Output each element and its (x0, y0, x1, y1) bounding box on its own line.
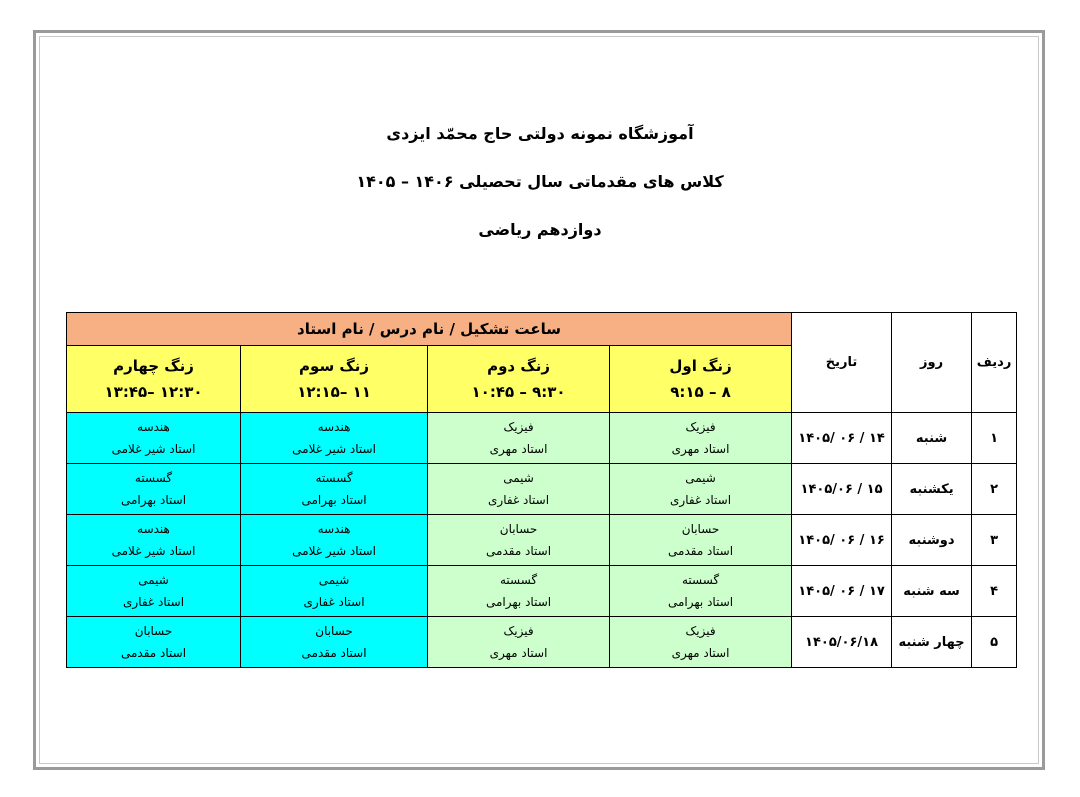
slot-subject: فیزیک (685, 624, 716, 638)
schedule-table (66, 312, 1017, 668)
slot-cell (241, 617, 428, 668)
row-date: ۱۴۰۵/۰۶/۱۸ (792, 617, 892, 668)
col-day-header: روز (892, 313, 972, 413)
slot-teacher: استاد مهری (489, 646, 548, 660)
table-row (67, 515, 1017, 566)
program-title: کلاس های مقدماتی سال تحصیلی ۱۴۰۶ – ۱۴۰۵ (356, 172, 724, 191)
slot-teacher: استاد غفاری (123, 595, 185, 609)
bell-name: زنگ چهارم (113, 357, 194, 375)
slot-cell (428, 566, 610, 617)
slot-teacher: استاد بهرامی (486, 595, 552, 609)
slot-teacher: استاد بهرامی (668, 595, 734, 609)
slot-teacher: استاد مقدمی (120, 646, 187, 660)
col-date-header: تاریخ (792, 313, 892, 413)
slot-teacher: استاد غفاری (488, 493, 550, 507)
slot-cell (610, 515, 792, 566)
bell-header (428, 346, 610, 413)
slot-cell (428, 464, 610, 515)
slot-subject: حسابان (134, 624, 173, 638)
grade-title: دوازدهم ریاضی (478, 220, 602, 239)
slot-subject: حسابان (315, 624, 353, 638)
slot-teacher: استاد مقدمی (486, 544, 552, 558)
col-index-header: ردیف (972, 313, 1017, 413)
slot-cell (610, 566, 792, 617)
slot-teacher: استاد غفاری (670, 493, 732, 507)
slot-teacher: استاد مهری (671, 646, 730, 660)
header-block (0, 122, 1080, 266)
slot-teacher: استاد شیر غلامی (292, 544, 376, 558)
table-row (67, 413, 1017, 464)
slot-teacher: استاد مقدمی (301, 646, 367, 660)
slot-subject: هندسه (317, 522, 351, 536)
row-day: شنبه (892, 413, 972, 464)
row-index: ۱ (972, 413, 1017, 464)
slot-teacher: استاد شیر غلامی (292, 442, 376, 456)
slot-subject: گسسته (315, 471, 353, 485)
row-index: ۳ (972, 515, 1017, 566)
bell-name: زنگ دوم (487, 357, 550, 375)
bell-header (67, 346, 241, 413)
slot-subject: شیمی (503, 471, 534, 485)
row-day: سه شنبه (892, 566, 972, 617)
bell-header (241, 346, 428, 413)
slot-cell (610, 413, 792, 464)
slot-teacher: استاد مقدمی (668, 544, 734, 558)
slot-subject: هندسه (137, 420, 170, 434)
slot-cell (428, 413, 610, 464)
slot-subject: فیزیک (685, 420, 716, 434)
bell-header (610, 346, 792, 413)
slot-cell (610, 464, 792, 515)
row-index: ۵ (972, 617, 1017, 668)
slot-cell (67, 464, 241, 515)
row-day: چهار شنبه (892, 617, 972, 668)
slot-subject: شیمی (318, 573, 350, 587)
slot-subject: هندسه (317, 420, 351, 434)
slot-teacher: استاد مهری (489, 442, 548, 456)
slot-cell (241, 413, 428, 464)
slot-cell (67, 413, 241, 464)
row-date: ۱۴۰۵/ ۰۶ / ۱۴ (792, 413, 892, 464)
bell-time: ۸ – ۹:۱۵ (670, 383, 731, 401)
table-row (67, 617, 1017, 668)
slot-cell (428, 515, 610, 566)
slot-cell (241, 566, 428, 617)
row-day: دوشنبه (892, 515, 972, 566)
slot-subject: فیزیک (503, 624, 534, 638)
slot-subject: حسابان (499, 522, 538, 536)
bell-name: زنگ سوم (299, 357, 370, 375)
slot-subject: حسابان (681, 522, 720, 536)
row-day: یکشنبه (892, 464, 972, 515)
slot-teacher: استاد شیر غلامی (111, 442, 196, 456)
bell-time: ۹:۳۰ – ۱۰:۴۵ (471, 383, 566, 401)
slot-teacher: استاد بهرامی (120, 493, 187, 507)
slot-cell (428, 617, 610, 668)
bell-time: ۱۲:۳۰ –۱۳:۴۵ (104, 383, 203, 401)
slot-teacher: استاد شیر غلامی (111, 544, 196, 558)
slot-subject: گسسته (134, 471, 173, 485)
slot-teacher: استاد غفاری (303, 595, 365, 609)
slot-cell (241, 515, 428, 566)
row-date: ۱۴۰۵/۰۶ / ۱۵ (792, 464, 892, 515)
bell-name: زنگ اول (669, 357, 732, 375)
slot-cell (67, 515, 241, 566)
slot-teacher: استاد مهری (671, 442, 730, 456)
slot-subject: هندسه (137, 522, 170, 536)
school-title: آموزشگاه نمونه دولتی حاج محمّد ایزدی (386, 124, 694, 143)
row-date: ۱۴۰۵/ ۰۶ / ۱۷ (792, 566, 892, 617)
slot-subject: شیمی (138, 573, 169, 587)
main-header: ساعت تشکیل / نام درس / نام استاد (67, 313, 792, 346)
slot-subject: گسسته (499, 573, 538, 587)
table-row (67, 566, 1017, 617)
slot-teacher: استاد بهرامی (301, 493, 367, 507)
slot-subject: شیمی (685, 471, 716, 485)
slot-subject: گسسته (681, 573, 720, 587)
row-index: ۴ (972, 566, 1017, 617)
slot-cell (241, 464, 428, 515)
row-date: ۱۴۰۵/ ۰۶ / ۱۶ (792, 515, 892, 566)
table-row (67, 464, 1017, 515)
row-index: ۲ (972, 464, 1017, 515)
header-row-top (67, 313, 1017, 346)
slot-cell (67, 566, 241, 617)
bell-time: ۱۱ –۱۲:۱۵ (297, 383, 371, 401)
slot-cell (610, 617, 792, 668)
slot-cell (67, 617, 241, 668)
slot-subject: فیزیک (503, 420, 534, 434)
